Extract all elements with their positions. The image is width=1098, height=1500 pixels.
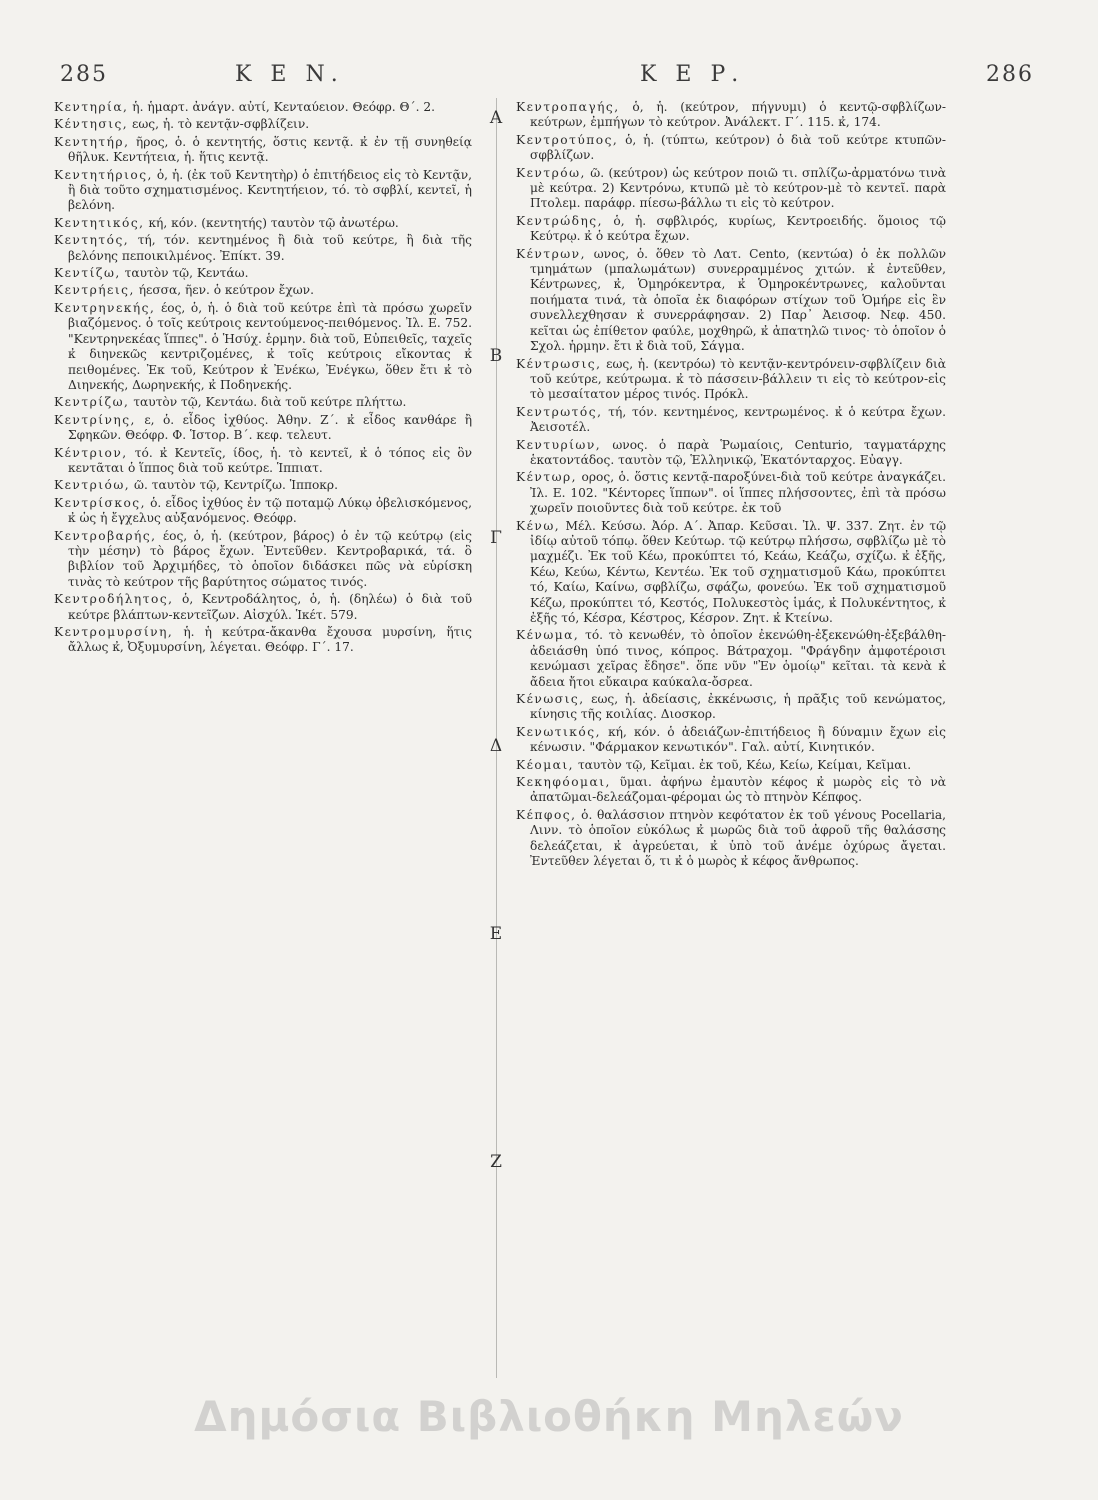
definition: εως, ἡ. (κεντρόω) τὸ κεντᾷν-κεντρόνειν-σφβλίζειν διὰ τοῦ κεύτρε, κεύτρωμα. κ̓ τὸ πάσσειν-βάλλειν τι εἰς τὸ κεύτρον-εἰς τὸ μεσαίτατον μέρος τινός. Πρόκλ. <box>530 356 947 402</box>
headword: Κεντρηνεκής, <box>54 300 156 315</box>
dictionary-entry <box>54 625 472 656</box>
headword: Κένω, <box>516 518 561 533</box>
headword: Κέομαι, <box>516 757 575 772</box>
dictionary-entry <box>516 758 946 773</box>
dictionary-entry <box>54 395 472 410</box>
headword: Κεντροβαρής, <box>54 528 157 543</box>
dictionary-entry <box>54 283 472 298</box>
headword: Κεντρίνης, <box>54 412 136 427</box>
headword: Κεντρώδης, <box>516 213 604 228</box>
definition: ωνος. ὁ παρὰ Ῥωμαίοις, Centurio, ταγματάρχης ἑκατοντάδος. ταυτὸν τῷ, Ἑλληνικῷ, Ἑκατόνταρχος. Εὐαγγ. <box>530 437 947 467</box>
headword: Κεντίζω, <box>54 266 121 281</box>
headword: Κέντρων, <box>516 246 586 261</box>
headword: Κεντητικός, <box>54 215 145 230</box>
headword: Κέντησις, <box>54 117 129 132</box>
definition: ὁ, ἡ. (τύπτω, κεύτρον) ὁ διὰ τοῦ κεύτρε κτυπῶν-σφβλίζων. <box>530 132 947 163</box>
dictionary-entry <box>516 166 946 212</box>
definition: ῶ. (κεύτρον) ὡς κεύτρον ποιῶ τι. σπλίζω-ἀρματόνω τινὰ μὲ κεύτρα. 2) Κεντρόνω, κτυπῶ μὲ τὸ κεύτρον-μὲ τὸ κεντεῖ. παρὰ Πτολεμ. παράφρ. πίεσω-βάλλω τι εἰς τὸ κεύτρον. <box>530 165 947 211</box>
definition: κή, κόν. (κεντητής) ταυτὸν τῷ ἀνωτέρω. <box>148 215 399 230</box>
headword: Κεντρίσκος, <box>54 495 146 510</box>
headword: Κεντριόω, <box>54 478 131 493</box>
definition: ταυτὸν τῷ, Κεντάω. διὰ τοῦ κεύτρε πλήττω. <box>133 395 407 410</box>
definition: τό. τὸ κενωθέν, τὸ ὁποῖον ἐκενώθη-ἐξεκενώθη-ἐξεβάλθη-ἀδειάσθη ὑπό τινος, κόπρος. Βάτραχομ. "Φράγδην ἀμφοτέροισι κενώμασι χεῖρας ἔδησε". ὅπε νῦν "Ἐν ὁμοίῳ" κεῖται. τὰ κενὰ κ̓ ἄδεια ἤτοι εὔκαιρα καύκαλα-ὄσρεα. <box>530 628 946 689</box>
section-marker-gamma: Γ <box>490 528 502 548</box>
headword: Κεντητήριος, <box>54 167 153 182</box>
section-marker-delta: Δ <box>489 736 503 756</box>
dictionary-entry <box>54 233 472 264</box>
headword: Κεντρήεις, <box>54 283 135 298</box>
headword: Κεντρίζω, <box>54 395 130 410</box>
dictionary-entry <box>516 438 946 469</box>
definition: ὁ, ἡ. (ἐκ τοῦ Κεντητὴρ) ὁ ἐπιτήδειος εἰς τὸ Κεντᾷν, ἢ διὰ τοῦτο σχηματισμένος. Κεντητήειον, τό. τὸ σφβλί, κεντεῖ, ἡ βελόνη. <box>68 167 472 213</box>
definition: ἡ. ἡμαρτ. ἀνάγν. αὐτί, Κενταύειον. Θεόφρ. Θ΄. 2. <box>132 100 436 114</box>
definition: ωνος, ὁ. ὅθεν τὸ Λατ. Cento, (κεντώα) ὁ ἐκ πολλῶν τμημάτων (μπαλωμάτων) συνερραμμένος χιτών. κ̓ ἐντεῦθεν, Κέντρωνες, κ̓, Ὁμηρόκεντρα, κ̓ Ὁμηροκέντρωνες, καλοῦνται ποιήματα τινά, τὰ ὁποῖα ἐκ διαφόρων στίχων τοῦ Ὁμήρε εἰς ἓν συνελλεχθησαν κ̓ συνερράφησαν. 2) Παρ᾽ Ἀεισοφ. Νεφ. 450. κεῖται ὡς ἐπίθετον φαύλε, μοχθηρῶ, κ̓ ἀπατηλῶ τινος· τὸ ὁποῖον ὁ Σχολ. ἡρμην. ἔτι κ̓ διὰ τοῦ, Σάγμα. <box>530 246 947 354</box>
definition: έος, ὁ, ἡ. (κεύτρον, βάρος) ὁ ἐν τῷ κεύτρῳ (εἰς τὴν μέσην) τὸ βάρος ἔχων. Ἐντεῦθεν. Κεντροβαρικά, τά. ὃ βιβλίον τοῦ Ἀρχιμήδες, τὸ ὁποῖον διδάσκει πῶς νὰ εὑρίσκη τινὰς τὸ κεύτρον τῆς βαρύτητος σώματος τινός. <box>68 528 472 589</box>
headword: Κέντρωσις, <box>516 356 602 371</box>
headword: Κεντητήρ, <box>54 134 130 149</box>
dictionary-entry <box>54 301 472 393</box>
definition: ῆρος, ὁ. ὁ κεντητής, ὅστις κεντᾷ. κ̓ ἐν τῇ συνηθείᾳ θῆλυκ. Κεντήτεια, ἡ. ἥτις κεντᾷ. <box>68 134 473 165</box>
library-watermark: Δημόσια Βιβλιοθήκη Μηλεών <box>194 1392 904 1441</box>
headword: Κεντροδήλητος, <box>54 592 174 607</box>
headword: Κεντροτύπος, <box>516 132 619 147</box>
headword: Κεντρωτός, <box>516 404 603 419</box>
section-marker-epsilon: Ε <box>489 924 503 944</box>
headword: Κεντρόω, <box>516 165 586 180</box>
right-running-head: Κ Ε Ρ. <box>640 62 745 87</box>
definition: κή, κόν. ὁ ἀδειάζων-ἐπιτήδειος ἢ δύναμιν ἔχων εἰς κένωσιν. "Φάρμακον κενωτικόν". Γαλ. αὐτί, Κινητικόν. <box>530 724 947 755</box>
definition: ταυτὸν τῷ, Κεντάω. <box>124 266 249 281</box>
headword: Κεντυρίων, <box>516 437 602 452</box>
dictionary-entry <box>54 168 472 214</box>
definition: ὁ, ἡ. σφβλιρός, κυρίως, Κεντροειδής. ὅμοιος τῷ Κεύτρῳ. κ̓ ὁ κεύτρα ἔχων. <box>530 213 946 244</box>
dictionary-entry <box>516 133 946 164</box>
dictionary-entry <box>516 808 946 870</box>
definition: εως, ἡ. ἀδείασις, ἐκκένωσις, ἡ πρᾶξις τοῦ κενώματος, κίνησις τῆς κοιλίας. Διοσκορ. <box>530 692 947 722</box>
headword: Κεκηφόομαι, <box>516 775 611 790</box>
definition: ήεσσα, ῆεν. ὁ κεύτρον ἔχων. <box>138 283 314 298</box>
headword: Κεντηρία, <box>54 100 129 114</box>
dictionary-entry <box>516 214 946 245</box>
dictionary-entry <box>516 725 946 756</box>
definition: ὁ, Κεντροδάλητος, ὁ, ἡ. (δηλέω) ὁ διὰ τοῦ κεύτρε βλάπτων-κεντεῖζων. Αἰσχύλ. Ἱκέτ. 579. <box>68 592 472 622</box>
headword: Κέντριον, <box>54 445 128 460</box>
dictionary-entry <box>516 405 946 436</box>
headword: Κέντωρ, <box>516 470 578 485</box>
dictionary-entry <box>54 592 472 623</box>
definition: τή, τόν. κεντημένος, κεντρωμένος. κ̓ ὁ κεύτρα ἔχων. Ἀεισοτέλ. <box>530 404 946 435</box>
headword: Κεντροπαγής, <box>516 100 620 114</box>
definition: ταυτὸν τῷ, Κεῖμαι. ἐκ τοῦ, Κέω, Κείω, Κείμαι, Κεῖμαι. <box>577 757 912 772</box>
definition: τή, τόν. κεντημένος ἢ διὰ τοῦ κεύτρε, ἢ διὰ τῆς βελόνης πεποικιλμένος. Ἐπίκτ. 39. <box>68 233 472 263</box>
dictionary-entry <box>54 529 472 591</box>
definition: ε, ὁ. εἶδος ἰχθύος. Ἀθην. Ζ΄. κ̓ εἶδος κανθάρε ἢ Σφηκῶν. Θεόφρ. Φ. Ἱστορ. Β΄. κεφ. τελευτ. <box>68 412 473 443</box>
dictionary-entry <box>516 100 946 131</box>
dictionary-entry <box>54 135 472 166</box>
right-page-number: 286 <box>986 62 1034 87</box>
definition: ὁ. θαλάσσιον πτηνὸν κεφότατον ἐκ τοῦ γένους Pocellaria, Λινν. τὸ ὁποῖον εὐκόλως κ̓ μωρῶς διὰ τοῦ ἀφροῦ τῆς θαλάσσης δελεάζεται, κ̓ ἀγρεύεται, κ̓ ὑπὸ τοῦ ἀνέμε ὀχύρως ἄγεται. Ἐντεῦθεν λέγεται ὅ, τι κ̓ ὁ μωρὸς κ̓ κέφος ἄνθρωπος. <box>530 807 947 869</box>
dictionary-entry <box>516 775 946 806</box>
dictionary-entry <box>54 100 472 115</box>
dictionary-entry <box>516 519 946 627</box>
dictionary-entry <box>516 692 946 723</box>
definition: ὁ. εἶδος ἰχθύος ἐν τῷ ποταμῷ Λύκῳ ὀβελισκόμενος, κ̓ ὡς ἡ ἔγχελυς αὐξανόμενος. Θεόφρ. <box>68 495 473 526</box>
headword: Κεντητός, <box>54 233 130 248</box>
headword: Κενωτικός, <box>516 724 601 739</box>
definition: ὁ, ἡ. (κεύτρον, πήγνυμι) ὁ κεντῷ-σφβλίζων-κεύτρων, ἐμπήγων τὸ κεύτρον. Ἀνάλεκτ. Γ΄. 115. κ̓, 174. <box>530 100 946 130</box>
section-marker-beta: Β <box>489 346 503 366</box>
headword: Κέπφος, <box>516 807 577 822</box>
headword: Κεντρομυρσίνη, <box>54 625 174 639</box>
definition: Μέλ. Κεύσω. Ἀόρ. Α΄. Ἀπαρ. Κεῦσαι. Ἰλ. Ψ. 337. Ζητ. ἐν τῷ ἰδίῳ αὐτοῦ τόπῳ. ὅθεν Κεύτωρ. τῷ κεύτρῳ πλήσσω, σφβλίζω μὲ τὸ μαχμέζι. Ἐκ τοῦ Κέω, προκύπτει τό, Κεάω, Κεάζω, σχίζω. κ̓ ἐξῆς, Κέω, Κεύω, Κέντω, Κεντέω. Ἐκ τοῦ σχηματισμοῦ Κάω, προκύπτει τό, Καίω, Καίνω, σφβλίζω, σφάζω, φονεύω. Ἐκ τοῦ σχηματισμοῦ Κέζω, προκύπτει τό, Κεστός, Πολυκεστὸς ἱμάς, κ̓ Πολυκέντητος, κ̓ ἐξῆς τό, Κέσρα, Κέστρος, Κέσρον. Ζητ. κ̓ Κτείνω. <box>530 518 947 625</box>
dictionary-entry <box>516 628 946 690</box>
definition: ορος, ὁ. ὅστις κεντᾷ-παροξύνει-διὰ τοῦ κεύτρε ἀναγκάζει. Ἰλ. Ε. 102. "Κέντορες ἵππων". οἱ ἵππες πλήσσοντες, ἐπὶ τὰ πρόσω χωρεῖν ποιοῦντες διὰ τοῦ κεύτρε. ἐκ τοῦ <box>530 470 947 516</box>
section-marker-alpha: Α <box>489 108 503 128</box>
dictionary-entry <box>516 247 946 355</box>
left-page-number: 285 <box>60 62 108 87</box>
headword: Κένωμα, <box>516 628 580 643</box>
left-running-head: Κ Ε Ν. <box>235 62 344 87</box>
dictionary-entry <box>54 216 472 231</box>
definition: έος, ὁ, ἡ. ὁ διὰ τοῦ κεύτρε ἐπὶ τὰ πρόσω χωρεῖν βιαζόμενος. ὁ τοῖς κεύτροις κεντούμενος-πειθόμενος. Ἰλ. Ε. 752. "Κεντρηνεκέας ἵππες". ὁ Ἡσύχ. ἑρμην. διὰ τοῦ, Εὐπειθεῖς, ταχεῖς κ̓ διηνεκῶς κεντριζομένες, κ̓ τοῖς κεύτροις εἴκοντας κ̓ πειθομένες. Ἐκ τοῦ, Κεύτρον κ̓ Ἐνέκω, Ἐνέγκω, ὅθεν ἔτι κ̓ τὸ Διηνεκής, Δωρηνεκής, κ̓ Ποδηνεκής. <box>68 300 473 392</box>
dictionary-entry <box>516 470 946 516</box>
definition: ῶ. ταυτὸν τῷ, Κεντρίζω. Ἱπποκρ. <box>134 478 338 493</box>
dictionary-entry <box>54 496 472 527</box>
dictionary-entry <box>54 413 472 444</box>
definition: τό. κ̓ Κεντεῖς, ίδος, ἡ. τὸ κεντεῖ, κ̓ ὁ τόπος εἰς ὃν κεντᾶται ὁ ἵππος διὰ τοῦ κεύτρε. Ἱππιατ. <box>68 445 472 475</box>
dictionary-entry <box>54 266 472 281</box>
dictionary-entry <box>54 478 472 493</box>
definition: ῦμαι. ἀφήνω ἐμαυτὸν κέφος κ̓ μωρὸς εἰς τὸ νὰ ἀπατῶμαι-δελεάζομαι-φέρομαι ὡς τὸ πτηνὸν Κέπφος. <box>530 775 946 805</box>
dictionary-entry <box>54 117 472 132</box>
headword: Κένωσις, <box>516 692 585 707</box>
section-marker-zeta: Ζ <box>490 1152 502 1172</box>
definition: εως, ἡ. τὸ κεντᾷν-σφβλίζειν. <box>132 117 310 132</box>
section-letter-margin <box>482 100 510 1400</box>
definition: ἡ. ἡ κεύτρα-ἄκανθα ἔχουσα μυρσίνη, ἥτις ἄλλως κ̓, Ὀξυμυρσίνη, λέγεται. Θεόφρ. Γ΄. 17. <box>68 625 473 655</box>
left-column <box>54 100 472 658</box>
dictionary-entry <box>516 357 946 403</box>
dictionary-entry <box>54 446 472 477</box>
right-column <box>516 100 946 872</box>
